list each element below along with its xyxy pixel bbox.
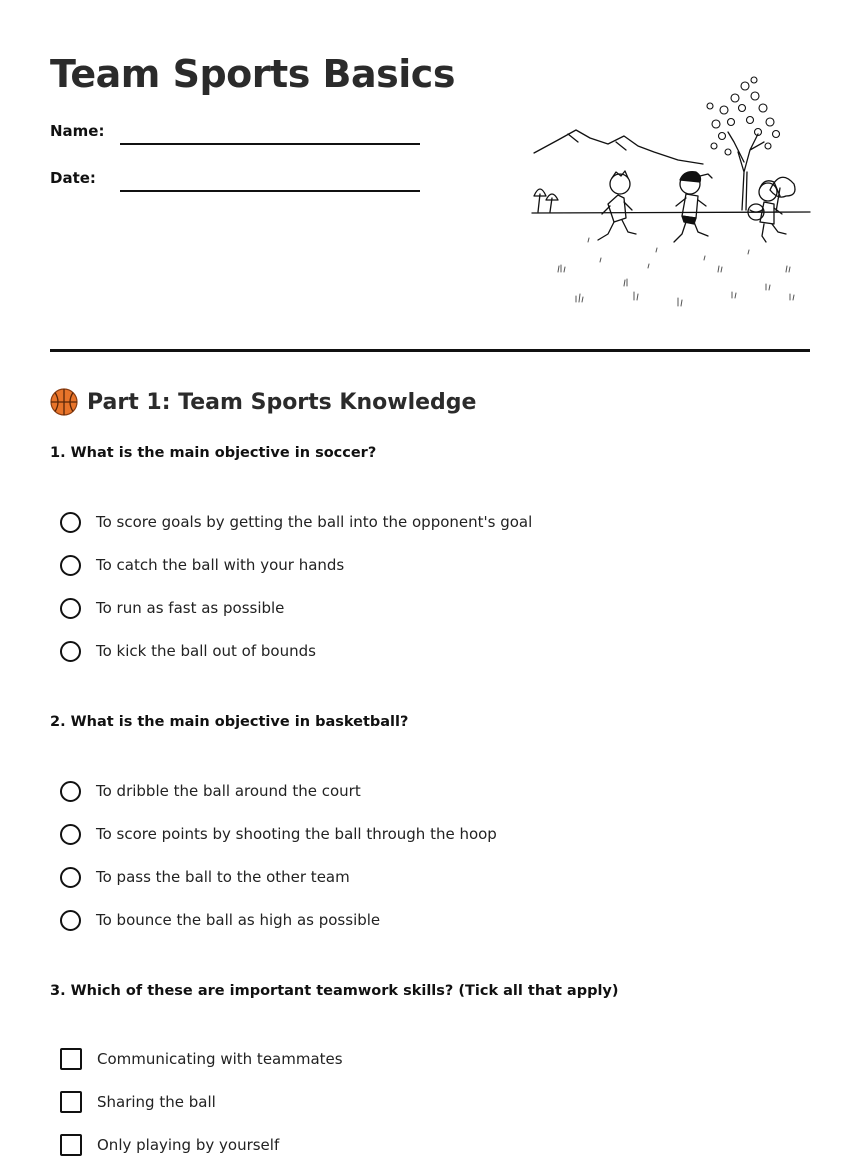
option-label: To score points by shooting the ball through the hoop — [96, 825, 497, 843]
option-q3-c[interactable] — [60, 1132, 279, 1158]
worksheet-title: Team Sports Basics — [50, 52, 455, 96]
option-label: To score goals by getting the ball into the opponent's goal — [96, 513, 533, 531]
option-label: Communicating with teammates — [97, 1050, 343, 1068]
option-q1-d[interactable] — [60, 638, 316, 664]
option-label: To kick the ball out of bounds — [96, 642, 316, 660]
option-label: To catch the ball with your hands — [96, 556, 345, 574]
radio-button[interactable] — [60, 781, 81, 802]
date-field[interactable] — [120, 190, 420, 192]
question-2: 2. What is the main objective in basketball? — [50, 714, 409, 730]
radio-button[interactable] — [60, 910, 81, 931]
option-q2-a[interactable] — [60, 778, 361, 804]
section-title-text: Part 1: Team Sports Knowledge — [87, 389, 477, 415]
name-label: Name: — [50, 122, 105, 140]
option-q3-a[interactable] — [60, 1046, 343, 1072]
option-label: To bounce the ball as high as possible — [96, 911, 381, 929]
option-q2-d[interactable] — [60, 907, 380, 933]
header-divider — [50, 349, 810, 352]
radio-button[interactable] — [60, 867, 81, 888]
question-1: 1. What is the main objective in soccer? — [50, 445, 377, 461]
radio-button[interactable] — [60, 641, 81, 662]
basketball-icon — [50, 388, 78, 416]
name-field[interactable] — [120, 143, 420, 145]
checkbox[interactable] — [60, 1134, 82, 1156]
checkbox[interactable] — [60, 1048, 82, 1070]
radio-button[interactable] — [60, 598, 81, 619]
radio-button[interactable] — [60, 824, 81, 845]
question-3: 3. Which of these are important teamwork skills? (Tick all that apply) — [50, 983, 619, 999]
option-q2-c[interactable] — [60, 864, 350, 890]
option-label: To run as fast as possible — [96, 599, 285, 617]
kids-playing-sports-illustration — [528, 72, 813, 317]
section-title — [50, 388, 476, 416]
option-q1-b[interactable] — [60, 552, 344, 578]
date-label: Date: — [50, 169, 96, 187]
radio-button[interactable] — [60, 555, 81, 576]
option-q1-a[interactable] — [60, 509, 532, 535]
option-label: To dribble the ball around the court — [96, 782, 361, 800]
option-label: To pass the ball to the other team — [96, 868, 350, 886]
checkbox[interactable] — [60, 1091, 82, 1113]
radio-button[interactable] — [60, 512, 81, 533]
option-q3-b[interactable] — [60, 1089, 216, 1115]
option-label: Only playing by yourself — [97, 1136, 280, 1154]
option-label: Sharing the ball — [97, 1093, 216, 1111]
option-q2-b[interactable] — [60, 821, 497, 847]
option-q1-c[interactable] — [60, 595, 284, 621]
